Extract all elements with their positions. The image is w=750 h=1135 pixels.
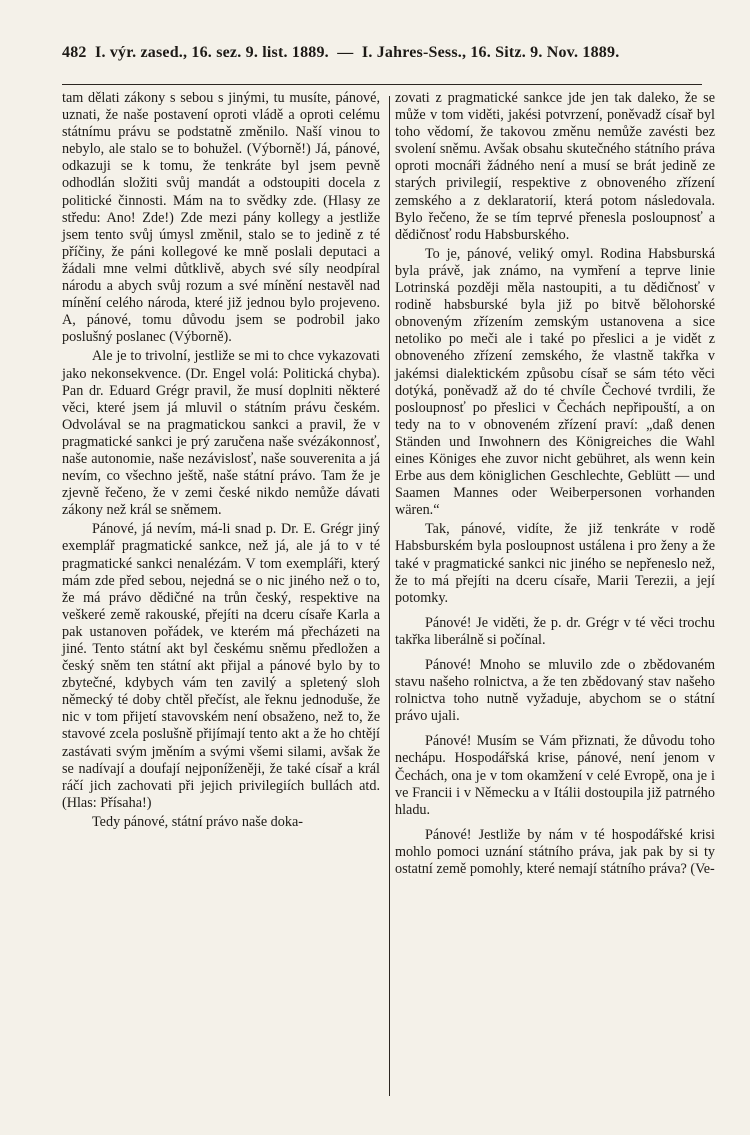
paragraph: Tak, pánové, vidíte, že již tenkráte v rodě Habsburském byla posloupnost ustálena i pro ženy a že také v pragmatické sankci nic jiného se nepřeneslo než, že to má přejíti na dceru císaře, Marii Terezii, a její potomky. (395, 521, 715, 606)
header-czech: I. výr. zased., 16. sez. 9. list. 1889. (95, 44, 329, 61)
paragraph: Tedy pánové, státní právo naše doka- (92, 813, 303, 830)
column-divider (389, 96, 390, 1096)
paragraph: To je, pánové, veliký omyl. Rodina Habsburská byla právě, jak známo, na vymření a teprve linie Lotrinská později měla nastoupiti, a tu dědičnosť v rodině habsburské byla již po bitvě bělohorské obnoveným zřízením zemským ustanovena a sice netoliko po meči ale i také po přeslici a je vidět z obnoveného zřízení zemského, že vlastně takřka v jakémsi dialektickém způsobu císař se sám této věci dotýká, poněvadž až do té chvíle Čechové tvrdili, že posloupnosť po přeslici v Čechách nepřipouští, a on tedy na to v obnoveném zřízení praví: „daß denen Ständen und Inwohnern des Königreiches die Wahl eines Königes ehe zuvor nicht gebühret, als wenn kein Erbe aus dem königlichen Geschlechte, Geblütt — und Saamen Mannes oder Weiberpersonen vorhanden wären.“ (395, 245, 715, 519)
running-header (62, 44, 702, 62)
paragraph: tam dělati zákony s sebou s jinými, tu musíte, pánové, uznati, že naše postavení oproti vládě a oproti celému státnímu právu se podstatně změnilo. Naší vinou to nebylo, ale stalo se to bohužel. (Výborně!) Já, pánové, odkazuji se k tomu, že tenkráte byl jsem pevně odhodlán složiti svůj mandát a odstoupiti docela z politické činnosti. Mám na to svědky zde. (Hlasy ze středu: Ano! Zde!) Zde mezi pány kollegy a jestliže jsem tento svůj úmysl změnil, stalo se to jedině z té příčiny, že páni kollegové ke mně poslali deputaci a žádali mne velmi důtklivě, abych své síly neodpíral národu a abych svůj rozum a své mínění nestavěl nad mínění celého národa, které již jednou bylo projeveno. A, pánové, tomu důvodu jsem se podrobil jako poslušný poslanec (Výborně). (62, 90, 380, 346)
right-column (395, 90, 715, 878)
page-number: 482 (62, 44, 87, 61)
header-rule (62, 84, 702, 85)
paragraph: Pánové! Musím se Vám přiznati, že důvodu toho nechápu. Hospodářská krise, pánové, není jenom v Čechách, ona je v tom okamžení v celé Evropě, ona je i ve Francii i v Německu a v Itálii dostoupila již patrného hladu. (395, 733, 715, 818)
paragraph: Pánové! Jestliže by nám v té hospodářské krisi mohlo pomoci uznání státního práva, jak pak by si ty ostatní země pomohly, které nemají státního práva? (Ve- (395, 826, 715, 878)
paragraph: Pánové! Je viděti, že p. dr. Grégr v té věci trochu takřka liberálně si počínal. (395, 614, 715, 648)
left-column (62, 90, 380, 831)
paragraph: Pánové! Mnoho se mluvilo zde o zbědovaném stavu našeho rolnictva, a že ten zbědovaný stav našeho rolnictva toho nutně vyžaduje, abychom se o státní právo ujali. (395, 657, 715, 725)
paragraph: Ale je to trivolní, jestliže se mi to chce vykazovati jako nekonsekvence. (Dr. Engel volá: Politická chyba). Pan dr. Eduard Grégr pravil, že musí doplniti některé věci, které jsem já mluvil o státním právu českém. Odvolával se na pragmatickou sankci a pravil, že v pragmatické sankci je prý zaručena naše svézákonnosť, naše autonomie, naše nezávislosť, naše souverenita a já nevím, co všechno ještě, naše státní právo. Tam že je zjevně řečeno, že v zemi české nikdo nemůže dávati zákony než král se sněmem. (62, 348, 380, 519)
paragraph: zovati z pragmatické sankce jde jen tak daleko, že se může v tom viděti, jakési potvrzení, poněvadž císař byl toho vědomí, že takovou změnu nemůže zavésti bez svolení sněmu. Avšak obsahu skutečného státního práva oproti mocnáři žádného není a musí se brát jedině ze starých privilegií, respektive z obnoveného zřízení zemského a z deklaratorií, která potom následovala. Bylo řečeno, že se tím teprvé přenesla posloupnosť a dědičnosť rodu Habsburského. (395, 90, 715, 243)
header-german: I. Jahres-Sess., 16. Sitz. 9. Nov. 1889. (361, 44, 620, 61)
paragraph: Pánové, já nevím, má-li snad p. Dr. E. Grégr jiný exemplář pragmatické sankce, než já, ale já to v té pragmatické sankci nenalézám. V tom exempláři, který mám zde před sebou, nejedná se o nic jiného než o to, že má právo dědičné na trůn český, respektive na veškeré země rakouské, přejíti na dceru císaře Karla a pak ustanoven pořádek, ve kterém má přecházeti na jiné. Tento státní akt byl českému sněmu předložen a český sněm ten státní akt přijal a pánové bylo by to zbytečné, kdybych vám ten zavilý a spletený sloh německý té doby chtěl přečíst, ale řeknu jednoduše, že nic v tom přijetí stavovském není obsaženo, než to, že stavové zcela poslušně přijímají tento akt a že ho chtějí zastávati svým jměním a svými všemi silami, avšak že se nadívají a doufají nejponíženěji, že také císař a král ráčí jich zachovati při jejich privilegiích bullách atd. (Hlas: Přísaha!) (62, 521, 380, 811)
header-dash: — (337, 44, 354, 61)
